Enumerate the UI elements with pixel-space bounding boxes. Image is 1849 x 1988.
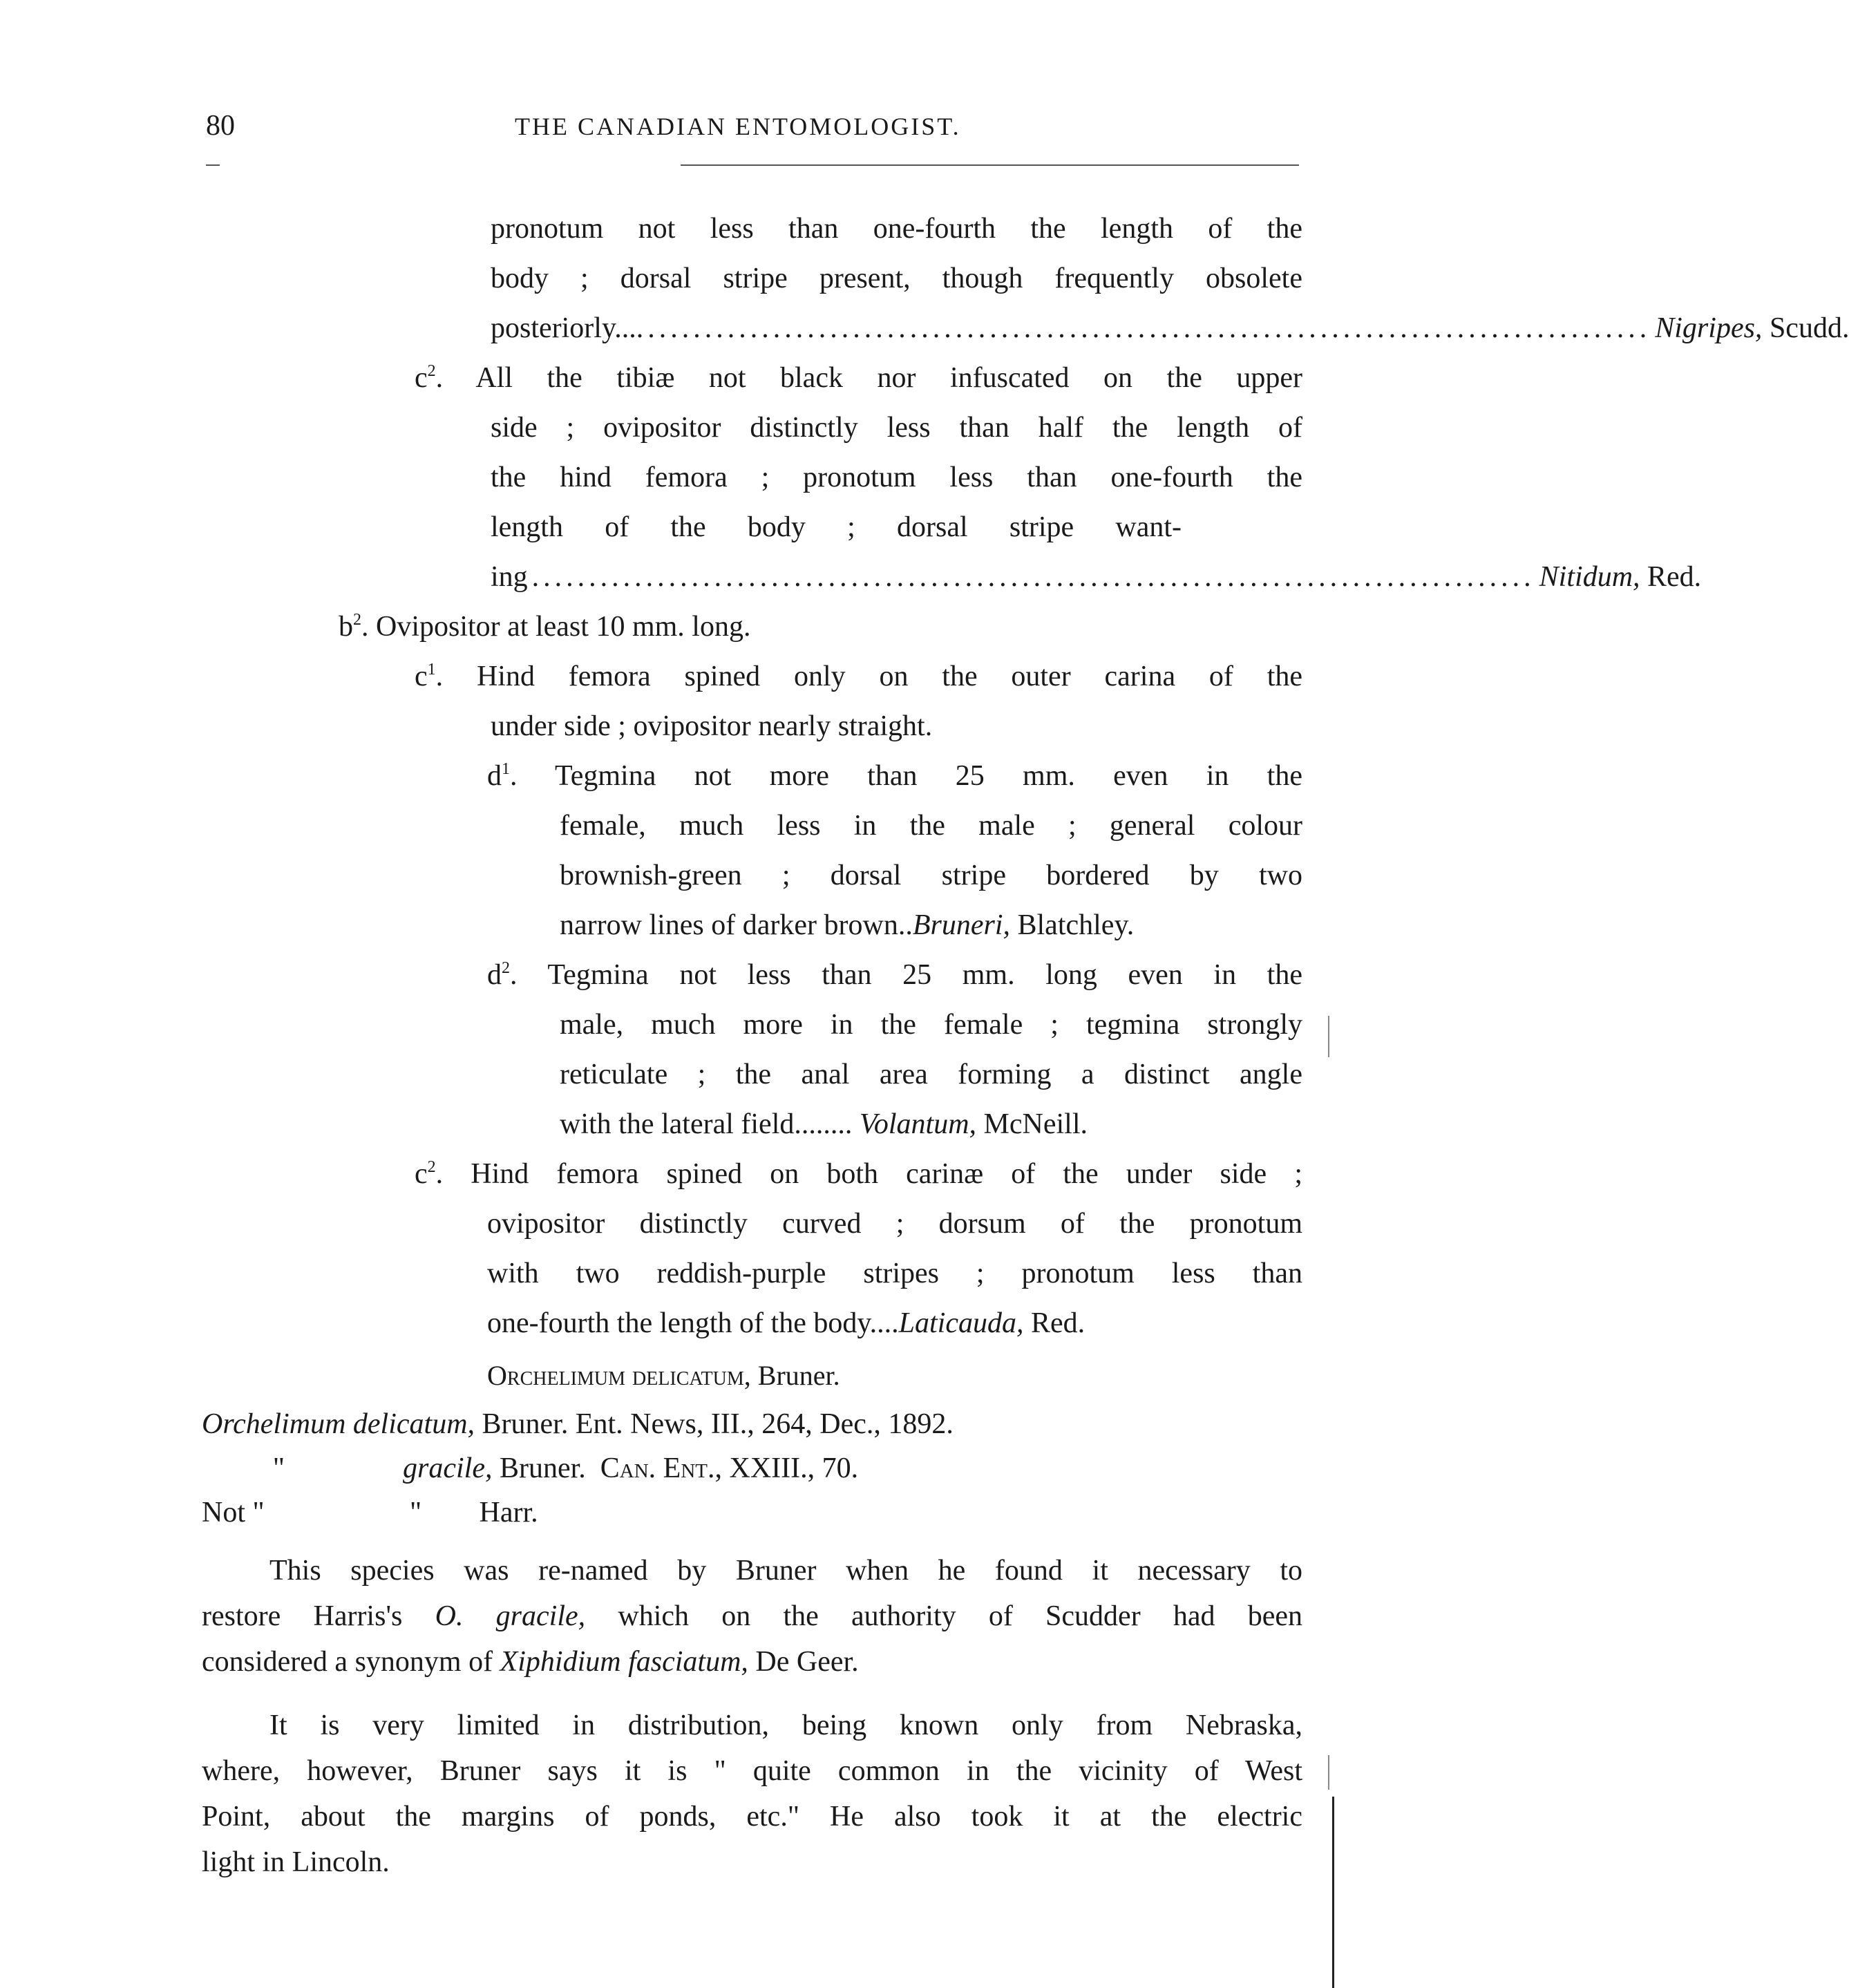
synonym-author: Bruner. — [499, 1452, 586, 1484]
page-edge-bar — [1332, 1797, 1334, 1988]
key-line — [491, 311, 1849, 345]
not-ditto: Not " — [202, 1497, 265, 1528]
key-line — [487, 1306, 1085, 1341]
ditto-mark: " — [410, 1497, 422, 1528]
key-line: ovipositor distinctly curved ; dorsum of the pronotum — [487, 1208, 1302, 1240]
synonym-reference: Bruner. Ent. News, III., 264, Dec., 1892. — [482, 1408, 954, 1440]
key-line: $c^2$. All the tibiæ not black nor infuscated on the upper — [415, 362, 1302, 394]
running-title: THE CANADIAN ENTOMOLOGIST. — [515, 113, 961, 140]
species-author: Red. — [1030, 1307, 1085, 1339]
header-rule-left — [206, 164, 220, 166]
synonym-journal: Can. Ent., — [600, 1452, 722, 1484]
key-text: narrow lines of darker brown.. — [560, 909, 913, 941]
header-rule — [681, 164, 1299, 166]
key-line: with two reddish-purple stripes ; pronotum less than — [487, 1258, 1302, 1289]
key-line: under side ; ovipositor nearly straight. — [491, 710, 933, 742]
species-name: Volantum, — [859, 1108, 977, 1140]
body-line: This species was re-named by Bruner when he found it necessary to — [269, 1555, 1302, 1587]
leader-dots: ........................................................................................ — [647, 312, 1651, 344]
species-author: Blatchley. — [1017, 909, 1135, 941]
key-line — [560, 1107, 1088, 1142]
ditto-mark: " — [272, 1452, 285, 1484]
key-line: body ; dorsal stripe present, though frequently obsolete — [491, 263, 1302, 294]
species-heading-name: Orchelimum delicatum, — [487, 1360, 751, 1391]
key-text: posteriorly.... — [491, 312, 644, 344]
synonym-reference: XXIII., 70. — [729, 1452, 859, 1484]
key-line: $d^1$. Tegmina not more than 25 mm. even in the — [487, 760, 1302, 792]
body-line: It is very limited in distribution, being known only from Nebraska, — [269, 1710, 1302, 1741]
key-text: with the lateral field........ — [560, 1108, 853, 1140]
species-name: Nigripes, — [1655, 312, 1763, 344]
page-number: 80 — [206, 110, 235, 142]
synonym-author: Harr. — [479, 1497, 538, 1528]
key-line: $c^2$. Hind femora spined on both carinæ of the under side ; — [415, 1158, 1302, 1190]
species-author: Scudd. — [1769, 312, 1849, 344]
key-line: male, much more in the female ; tegmina strongly — [560, 1009, 1302, 1041]
key-line: pronotum not less than one-fourth the length of the — [491, 213, 1302, 245]
species-name: Nitidum, — [1539, 561, 1640, 593]
species-name: Bruneri, — [912, 909, 1010, 941]
key-line: $c^1$. Hind femora spined only on the outer carina of the — [415, 661, 1302, 692]
key-line: brownish-green ; dorsal stripe bordered by two — [560, 860, 1302, 891]
synonym-name: Orchelimum delicatum, — [202, 1408, 475, 1440]
key-line — [560, 908, 1134, 943]
body-line: considered a synonym of Xiphidium fasciatum, De Geer. — [202, 1646, 859, 1678]
key-line: side ; ovipositor distinctly less than half the length of — [491, 412, 1302, 444]
scan-mark — [1328, 1755, 1329, 1790]
species-name: Laticauda, — [898, 1307, 1024, 1339]
key-line: the hind femora ; pronotum less than one-fourth the — [491, 462, 1302, 493]
species-heading-author: Bruner. — [757, 1360, 840, 1391]
body-line: restore Harris's O. gracile, which on the authority of Scudder had been — [202, 1600, 1303, 1632]
body-line: Point, about the margins of ponds, etc." He also took it at the electric — [202, 1801, 1302, 1833]
scan-mark — [1328, 1016, 1329, 1057]
key-line: $d^2$. Tegmina not less than 25 mm. long even in the — [487, 959, 1302, 991]
key-line: length of the body ; dorsal stripe want- — [491, 511, 1182, 543]
synonymy-row — [202, 1451, 858, 1486]
key-line: reticulate ; the anal area forming a distinct angle — [560, 1059, 1302, 1090]
key-line: $b^2$. Ovipositor at least 10 mm. long. — [339, 611, 751, 643]
key-line: female, much less in the male ; general colour — [560, 810, 1302, 842]
key-text: one-fourth the length of the body.... — [487, 1307, 899, 1339]
species-heading — [487, 1359, 840, 1393]
leader-dots: ........................................................................................ — [531, 561, 1535, 593]
species-author: McNeill. — [983, 1108, 1088, 1140]
synonymy-row — [202, 1495, 538, 1530]
species-author: Red. — [1647, 561, 1702, 593]
synonymy-row — [202, 1407, 954, 1441]
key-text: ing — [491, 561, 528, 593]
body-line: light in Lincoln. — [202, 1846, 390, 1878]
body-line: where, however, Bruner says it is " quite common in the vicinity of West — [202, 1755, 1302, 1787]
key-line — [491, 560, 1702, 594]
synonym-name: gracile, — [403, 1452, 493, 1484]
